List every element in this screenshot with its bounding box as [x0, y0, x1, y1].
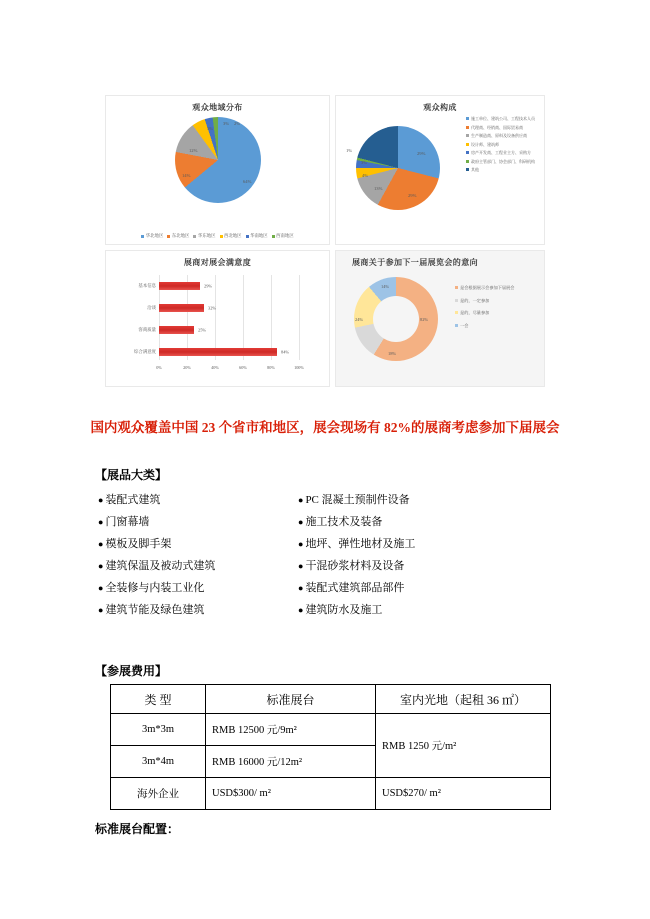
chart-next-edition-intent	[335, 250, 545, 387]
x-tick: 80%	[267, 365, 275, 370]
legend-swatch	[141, 235, 144, 238]
category-label: 门窗幕墙	[105, 516, 150, 528]
bar-row	[114, 319, 323, 341]
legend-label: 是的，尽量参加	[460, 310, 490, 316]
legend-item	[466, 116, 540, 121]
legend-item	[193, 233, 215, 239]
bullet-icon: ●	[298, 539, 304, 549]
legend-swatch	[220, 235, 223, 238]
pie-graphic	[175, 117, 261, 203]
legend-label: 西北地区	[224, 233, 242, 238]
legend-swatch	[466, 126, 469, 129]
legend-item	[466, 125, 540, 130]
category-item	[98, 577, 298, 599]
bar-plot-area	[114, 275, 323, 374]
table-header-row	[111, 685, 551, 714]
legend-label: 华南地区	[250, 233, 268, 238]
x-tick: 0%	[156, 365, 162, 370]
pie-label-3: 4%	[362, 173, 369, 178]
pie-label-5: 2%	[234, 121, 241, 126]
donut-label-2: 24%	[355, 317, 364, 322]
chart-audience-composition	[335, 95, 545, 245]
category-label: 干混砂浆材料及设备	[305, 560, 405, 572]
table-cell-type: 3m*3m	[111, 714, 206, 746]
legend-item	[246, 233, 268, 239]
bar-row	[114, 341, 323, 363]
legend-swatch	[466, 168, 469, 171]
legend-swatch	[466, 151, 469, 154]
legend-label: 设计师、建筑师	[471, 141, 499, 147]
charts-row-top	[105, 95, 545, 245]
bullet-icon: ●	[98, 517, 104, 527]
legend-item	[455, 310, 541, 316]
category-item	[298, 599, 498, 621]
category-label: 建筑保温及被动式建筑	[105, 560, 216, 572]
legend-swatch	[466, 143, 469, 146]
category-item	[98, 533, 298, 555]
category-item	[298, 489, 498, 511]
legend-swatch	[455, 324, 458, 327]
legend-item	[220, 233, 242, 239]
bullet-icon: ●	[98, 495, 104, 505]
category-label: 全装修与内装工业化	[105, 582, 205, 594]
donut-hole	[373, 296, 419, 342]
x-tick: 60%	[239, 365, 247, 370]
section-heading-booth-config: 标准展台配置：	[95, 822, 180, 836]
legend-label: 华北地区	[145, 233, 164, 238]
category-label: 施工技术及装备	[305, 516, 383, 528]
pie-label-3: 5%	[207, 126, 214, 131]
pie-label-1: 29%	[408, 193, 417, 198]
x-tick: 100%	[294, 365, 304, 370]
x-tick: 40%	[211, 365, 219, 370]
red-headline: 国内观众覆盖中国 23 个省市和地区，展会现场有 82%的展商考虑参加下届展会	[90, 420, 560, 435]
bar-value-label: 84%	[281, 349, 290, 355]
legend-item	[455, 323, 541, 329]
bar-category-label: 洽谈	[147, 305, 156, 310]
legend-item	[466, 167, 540, 172]
legend-label: 代理商、经销商、国际贸易商	[471, 124, 523, 130]
chart-legend	[466, 116, 540, 176]
bar-value-label: 29%	[204, 283, 213, 289]
table-header-cell: 标准展台	[206, 685, 376, 714]
charts-row-bottom	[105, 250, 545, 387]
category-label: 装配式建筑	[105, 494, 161, 506]
legend-swatch	[455, 286, 458, 289]
table-cell-type: 3m*4m	[111, 746, 206, 778]
chart-title: 展商关于参加下一届展览会的意向	[352, 258, 478, 267]
category-item	[298, 533, 498, 555]
table-cell-standard: RMB 16000 元/12m²	[206, 746, 376, 778]
chart-exhibitor-satisfaction	[105, 250, 330, 387]
legend-label: 一会	[460, 323, 469, 329]
bar-value-label: 32%	[208, 305, 217, 311]
category-label: 建筑防水及施工	[305, 604, 383, 616]
pie-label-2: 12%	[189, 148, 198, 153]
category-item	[98, 555, 298, 577]
x-axis	[156, 365, 317, 373]
legend-swatch	[246, 235, 249, 238]
categories-column-right	[298, 489, 498, 621]
legend-item	[167, 233, 189, 239]
category-item	[298, 511, 498, 533]
pie-label-2: 13%	[374, 186, 383, 191]
category-label: 模板及脚手架	[105, 538, 172, 550]
table-cell-open-space: USD$270/ m²	[376, 778, 551, 810]
legend-label: 华东地区	[197, 233, 216, 238]
chart-legend	[455, 285, 541, 336]
table-cell-standard: RMB 12500 元/9m²	[206, 714, 376, 746]
exhibit-categories	[98, 489, 518, 621]
chart-title: 展商对展会满意度	[183, 258, 252, 267]
pie-label-0: 29%	[417, 151, 426, 156]
bullet-icon: ●	[298, 561, 304, 571]
legend-item	[466, 142, 540, 147]
legend-swatch	[272, 235, 275, 238]
pie-label-1: 14%	[182, 173, 191, 178]
legend-item	[141, 233, 163, 239]
pie-label-5: 1%	[346, 148, 353, 153]
legend-label: 西南地区	[276, 233, 294, 238]
pie-label-0: 64%	[243, 179, 252, 184]
donut-area	[340, 273, 452, 377]
legend-item	[466, 159, 540, 164]
chart-title: 观众地域分布	[192, 103, 243, 112]
section-heading-fees: 【参展费用】	[95, 664, 168, 678]
pie-label-4: 3%	[361, 160, 368, 165]
bullet-icon: ●	[298, 495, 304, 505]
table-cell-standard: USD$300/ m²	[206, 778, 376, 810]
table-header-cell: 室内光地（起租 36 ㎡）	[376, 685, 551, 714]
legend-item	[455, 298, 541, 304]
table-header-cell: 类 型	[111, 685, 206, 714]
bullet-icon: ●	[98, 539, 104, 549]
charts-block	[105, 95, 545, 387]
bullet-icon: ●	[98, 583, 104, 593]
legend-item	[272, 233, 294, 239]
chart-audience-region	[105, 95, 330, 245]
table-row	[111, 714, 551, 746]
bullet-icon: ●	[98, 561, 104, 571]
category-label: 地坪、弹性地材及施工	[305, 538, 416, 550]
legend-item	[466, 150, 540, 155]
bar	[159, 348, 277, 356]
legend-swatch	[466, 117, 469, 120]
legend-swatch	[167, 235, 170, 238]
legend-swatch	[466, 160, 469, 163]
pie-area	[106, 113, 329, 213]
category-label: PC 混凝土预制件设备	[305, 494, 410, 506]
bar-track	[159, 297, 323, 319]
table-cell-type: 海外企业	[111, 778, 206, 810]
bar-row	[114, 275, 323, 297]
category-item	[98, 511, 298, 533]
table-cell-open-space: RMB 1250 元/m²	[376, 714, 551, 778]
pie-graphic	[356, 126, 440, 210]
bar-track	[159, 319, 323, 341]
pie-label-4: 3%	[223, 121, 230, 126]
bar-category-label: 基本信息	[138, 283, 156, 288]
legend-label: 政府主管部门、协会部门、科研机构	[471, 158, 535, 164]
legend-label: 生产制造商、原料及设备供应商	[471, 133, 527, 139]
donut-label-0: 82%	[420, 317, 429, 322]
legend-label: 是的，一定参加	[460, 297, 490, 303]
bullet-icon: ●	[298, 583, 304, 593]
bar-category-label: 综合满意度	[134, 349, 156, 354]
category-label: 建筑节能及绿色建筑	[105, 604, 205, 616]
bar-track	[159, 341, 323, 363]
table-row	[111, 778, 551, 810]
donut-label-3: 14%	[381, 284, 390, 289]
bullet-icon: ●	[298, 517, 304, 527]
category-item	[98, 599, 298, 621]
category-item	[298, 577, 498, 599]
chart-title: 观众构成	[423, 103, 457, 112]
legend-swatch	[466, 134, 469, 137]
legend-swatch	[455, 299, 458, 302]
chart-legend	[106, 233, 329, 239]
legend-label: 房产开发商、工程业主方、采购方	[471, 150, 531, 156]
bar-row	[114, 297, 323, 319]
legend-label: 其他	[471, 167, 479, 173]
legend-swatch	[193, 235, 196, 238]
pie-area	[342, 118, 460, 236]
legend-label: 施工单位、建筑公司、工程技术人员	[471, 116, 535, 121]
bar	[159, 304, 204, 312]
bullet-icon: ●	[98, 605, 104, 615]
bar-value-label: 25%	[198, 327, 207, 333]
bar	[159, 282, 200, 290]
bar-track	[159, 275, 323, 297]
bar	[159, 326, 194, 334]
x-tick: 20%	[183, 365, 191, 370]
legend-swatch	[455, 311, 458, 314]
bullet-icon: ●	[298, 605, 304, 615]
section-heading-categories: 【展品大类】	[95, 468, 168, 482]
legend-item	[466, 133, 540, 138]
category-label: 装配式建筑部品部件	[305, 582, 405, 594]
donut-label-1: 18%	[388, 351, 397, 356]
category-item	[298, 555, 498, 577]
categories-column-left	[98, 489, 298, 621]
legend-label: 东北地区	[171, 233, 190, 238]
fee-table	[110, 684, 551, 810]
bar-category-label: 客商质量	[138, 327, 156, 332]
category-item	[98, 489, 298, 511]
legend-item	[455, 285, 541, 291]
legend-label: 是会根据展示会参加下届展会	[460, 285, 515, 290]
